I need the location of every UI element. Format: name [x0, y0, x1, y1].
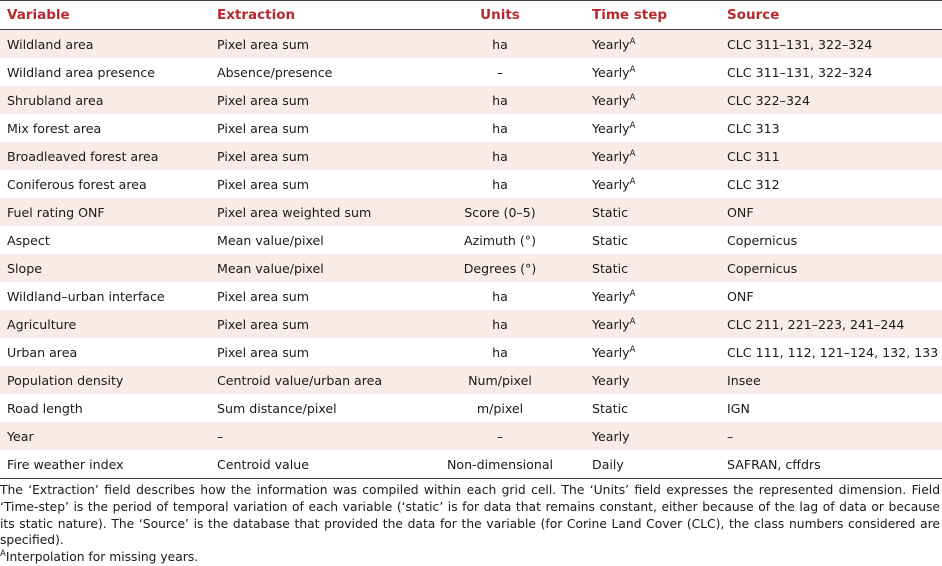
- cell-units: [415, 30, 585, 59]
- table-row: [0, 114, 942, 142]
- cell-source-text: CLC 311–131, 322–324: [727, 64, 873, 80]
- table-note: The ‘Extraction’ field describes how the information was compiled within each grid cell. The ‘Units’ field expresses the represented dimension. Field ‘Time-step’ is the period of temporal variation of each variable (‘static’ is for data that remains constant, either because of the lag of data or because its static nature). The ‘Source’ is the database that provided the data for the variable (for Corine Land Cover (CLC), the class numbers considered are specified).: [0, 483, 940, 548]
- cell-units: [415, 142, 585, 170]
- cell-source: [720, 338, 942, 366]
- cell-units: [415, 282, 585, 310]
- cell-time-step: [585, 142, 720, 170]
- cell-source: [720, 282, 942, 310]
- cell-time-step: [585, 282, 720, 310]
- cell-time-step: [585, 254, 720, 282]
- table-row: [0, 394, 942, 422]
- cell-units-text: ha: [492, 288, 508, 304]
- cell-source: [720, 366, 942, 394]
- cell-units: [415, 310, 585, 338]
- cell-variable: [0, 282, 210, 310]
- cell-variable-text: Urban area: [7, 344, 78, 360]
- cell-units-text: ha: [492, 148, 508, 164]
- cell-source-text: CLC 311–131, 322–324: [727, 36, 873, 52]
- cell-extraction: [210, 114, 415, 142]
- cell-source-text: CLC 322–324: [727, 92, 810, 108]
- cell-variable: [0, 450, 210, 479]
- cell-time-step-text: Static: [592, 400, 629, 416]
- cell-extraction-text: Pixel area sum: [217, 120, 310, 136]
- cell-variable: [0, 198, 210, 226]
- interpolation-marker: A: [629, 92, 636, 103]
- table-row: [0, 366, 942, 394]
- cell-time-step-text: Yearly: [592, 428, 630, 444]
- cell-source-text: CLC 312: [727, 176, 780, 192]
- table-row: [0, 422, 942, 450]
- interpolation-marker: A: [629, 64, 636, 75]
- interpolation-marker: A: [629, 288, 636, 299]
- cell-source-text: ONF: [727, 204, 754, 220]
- cell-source: [720, 86, 942, 114]
- cell-variable: [0, 58, 210, 86]
- cell-extraction: [210, 394, 415, 422]
- interpolation-marker: A: [629, 316, 636, 327]
- cell-variable: [0, 254, 210, 282]
- cell-time-step-text: Yearly: [592, 92, 630, 108]
- cell-variable: [0, 86, 210, 114]
- cell-source: [720, 198, 942, 226]
- cell-source: [720, 58, 942, 86]
- cell-extraction: [210, 254, 415, 282]
- header-source: Source: [720, 1, 942, 30]
- cell-variable: [0, 366, 210, 394]
- header-time-step: Time step: [585, 1, 720, 30]
- cell-units: [415, 114, 585, 142]
- cell-time-step-text: Yearly: [592, 316, 630, 332]
- cell-extraction: [210, 142, 415, 170]
- cell-extraction: [210, 58, 415, 86]
- cell-extraction-text: Pixel area sum: [217, 288, 310, 304]
- cell-variable-text: Fuel rating ONF: [7, 204, 105, 220]
- cell-source-text: IGN: [727, 400, 750, 416]
- cell-extraction: [210, 198, 415, 226]
- cell-variable-text: Shrubland area: [7, 92, 104, 108]
- cell-units-text: Degrees (°): [463, 260, 537, 276]
- table-row: [0, 86, 942, 114]
- cell-time-step-text: Static: [592, 204, 629, 220]
- cell-variable-text: Wildland–urban interface: [7, 288, 165, 304]
- cell-units-text: ha: [492, 344, 508, 360]
- cell-units-text: m/pixel: [476, 400, 524, 416]
- cell-extraction-text: Pixel area sum: [217, 176, 310, 192]
- cell-source: [720, 394, 942, 422]
- cell-source: [720, 170, 942, 198]
- cell-units: [415, 450, 585, 479]
- table-row: [0, 338, 942, 366]
- cell-extraction: [210, 170, 415, 198]
- cell-variable-text: Broadleaved forest area: [7, 148, 159, 164]
- cell-time-step-text: Yearly: [592, 36, 630, 52]
- cell-source: [720, 114, 942, 142]
- table-row: [0, 254, 942, 282]
- cell-extraction-text: Pixel area sum: [217, 316, 310, 332]
- cell-extraction-text: Absence/presence: [217, 64, 333, 80]
- cell-time-step: [585, 86, 720, 114]
- cell-extraction: [210, 422, 415, 450]
- cell-units: [415, 198, 585, 226]
- cell-units-text: –: [496, 64, 504, 80]
- cell-source: [720, 422, 942, 450]
- cell-units-text: –: [496, 428, 504, 444]
- cell-extraction-text: Pixel area weighted sum: [217, 204, 372, 220]
- cell-extraction: [210, 450, 415, 479]
- cell-variable: [0, 394, 210, 422]
- cell-extraction: [210, 30, 415, 59]
- cell-extraction-text: Centroid value/urban area: [217, 372, 383, 388]
- interpolation-marker: A: [629, 148, 636, 159]
- cell-units-text: ha: [492, 316, 508, 332]
- cell-variable-text: Slope: [7, 260, 42, 276]
- table-row: [0, 198, 942, 226]
- cell-source-text: CLC 313: [727, 120, 780, 136]
- cell-variable-text: Wildland area presence: [7, 64, 156, 80]
- cell-source: [720, 450, 942, 479]
- footnote-marker: A: [0, 549, 6, 560]
- table-row: [0, 282, 942, 310]
- interpolation-marker: A: [629, 176, 636, 187]
- cell-time-step: [585, 58, 720, 86]
- cell-source: [720, 226, 942, 254]
- interpolation-marker: A: [629, 120, 636, 131]
- cell-source: [720, 310, 942, 338]
- cell-units: [415, 394, 585, 422]
- cell-extraction-text: Centroid value: [217, 456, 309, 472]
- cell-extraction: [210, 86, 415, 114]
- cell-units-text: ha: [492, 36, 508, 52]
- table-row: [0, 142, 942, 170]
- cell-source-text: CLC 311: [727, 148, 780, 164]
- cell-variable: [0, 338, 210, 366]
- cell-time-step-text: Yearly: [592, 64, 630, 80]
- cell-extraction: [210, 366, 415, 394]
- cell-units: [415, 366, 585, 394]
- cell-variable-text: Year: [7, 428, 34, 444]
- cell-variable: [0, 170, 210, 198]
- cell-variable-text: Aspect: [7, 232, 50, 248]
- cell-variable-text: Mix forest area: [7, 120, 102, 136]
- table-body: [0, 30, 942, 479]
- cell-variable: [0, 30, 210, 59]
- cell-time-step: [585, 170, 720, 198]
- cell-source: [720, 30, 942, 59]
- cell-units: [415, 226, 585, 254]
- cell-variable-text: Road length: [7, 400, 83, 416]
- cell-variable-text: Agriculture: [7, 316, 77, 332]
- cell-source-text: CLC 111, 112, 121–124, 132, 133: [727, 344, 939, 360]
- cell-time-step: [585, 310, 720, 338]
- cell-extraction-text: Sum distance/pixel: [217, 400, 337, 416]
- cell-extraction: [210, 338, 415, 366]
- cell-extraction: [210, 310, 415, 338]
- cell-units-text: Score (0–5): [464, 204, 536, 220]
- footnote-text: Interpolation for missing years.: [5, 550, 199, 565]
- cell-units-text: Num/pixel: [468, 372, 532, 388]
- cell-time-step: [585, 394, 720, 422]
- cell-time-step-text: Yearly: [592, 372, 630, 388]
- interpolation-marker: A: [629, 344, 636, 355]
- cell-source-text: Insee: [727, 372, 761, 388]
- cell-extraction-text: Mean value/pixel: [217, 232, 324, 248]
- cell-time-step: [585, 422, 720, 450]
- cell-time-step-text: Yearly: [592, 288, 630, 304]
- interpolation-marker: A: [629, 36, 636, 47]
- cell-units-text: ha: [492, 92, 508, 108]
- cell-variable: [0, 422, 210, 450]
- cell-time-step-text: Static: [592, 232, 629, 248]
- cell-time-step: [585, 366, 720, 394]
- cell-units: [415, 338, 585, 366]
- cell-time-step: [585, 114, 720, 142]
- table-row: [0, 58, 942, 86]
- header-extraction: Extraction: [210, 1, 415, 30]
- cell-source-text: CLC 211, 221–223, 241–244: [727, 316, 905, 332]
- cell-variable: [0, 114, 210, 142]
- cell-time-step: [585, 226, 720, 254]
- table-row: [0, 30, 942, 59]
- cell-source-text: –: [727, 428, 734, 444]
- cell-units: [415, 170, 585, 198]
- cell-variable-text: Fire weather index: [7, 456, 124, 472]
- cell-variable: [0, 142, 210, 170]
- table-row: [0, 310, 942, 338]
- cell-time-step: [585, 338, 720, 366]
- table-footnote: [0, 549, 940, 566]
- cell-source-text: Copernicus: [727, 232, 798, 248]
- cell-time-step-text: Yearly: [592, 148, 630, 164]
- cell-variable: [0, 226, 210, 254]
- cell-units: [415, 422, 585, 450]
- table-row: [0, 450, 942, 479]
- cell-source-text: Copernicus: [727, 260, 798, 276]
- cell-units-text: ha: [492, 176, 508, 192]
- header-units: Units: [415, 1, 585, 30]
- cell-units-text: ha: [492, 120, 508, 136]
- table-notes: [0, 479, 942, 566]
- cell-variable: [0, 310, 210, 338]
- cell-source-text: ONF: [727, 288, 754, 304]
- cell-extraction-text: Pixel area sum: [217, 148, 310, 164]
- table-header-row: [0, 1, 942, 30]
- cell-units-text: Azimuth (°): [463, 232, 537, 248]
- cell-time-step-text: Daily: [592, 456, 624, 472]
- cell-variable-text: Population density: [7, 372, 124, 388]
- cell-time-step-text: Yearly: [592, 344, 630, 360]
- cell-time-step: [585, 450, 720, 479]
- cell-extraction-text: Mean value/pixel: [217, 260, 324, 276]
- cell-time-step: [585, 198, 720, 226]
- cell-extraction-text: Pixel area sum: [217, 92, 310, 108]
- header-variable: Variable: [0, 1, 210, 30]
- cell-units: [415, 254, 585, 282]
- cell-source: [720, 254, 942, 282]
- cell-time-step-text: Yearly: [592, 176, 630, 192]
- cell-extraction: [210, 226, 415, 254]
- cell-units: [415, 86, 585, 114]
- cell-units-text: Non-dimensional: [446, 456, 554, 472]
- cell-time-step-text: Yearly: [592, 120, 630, 136]
- cell-extraction-text: –: [217, 428, 224, 444]
- table-row: [0, 226, 942, 254]
- cell-time-step-text: Static: [592, 260, 629, 276]
- table-row: [0, 170, 942, 198]
- cell-units: [415, 58, 585, 86]
- cell-extraction-text: Pixel area sum: [217, 344, 310, 360]
- cell-time-step: [585, 30, 720, 59]
- cell-variable-text: Wildland area: [7, 36, 94, 52]
- cell-source-text: SAFRAN, cffdrs: [727, 456, 821, 472]
- cell-extraction-text: Pixel area sum: [217, 36, 310, 52]
- cell-extraction: [210, 282, 415, 310]
- cell-variable-text: Coniferous forest area: [7, 176, 147, 192]
- cell-source: [720, 142, 942, 170]
